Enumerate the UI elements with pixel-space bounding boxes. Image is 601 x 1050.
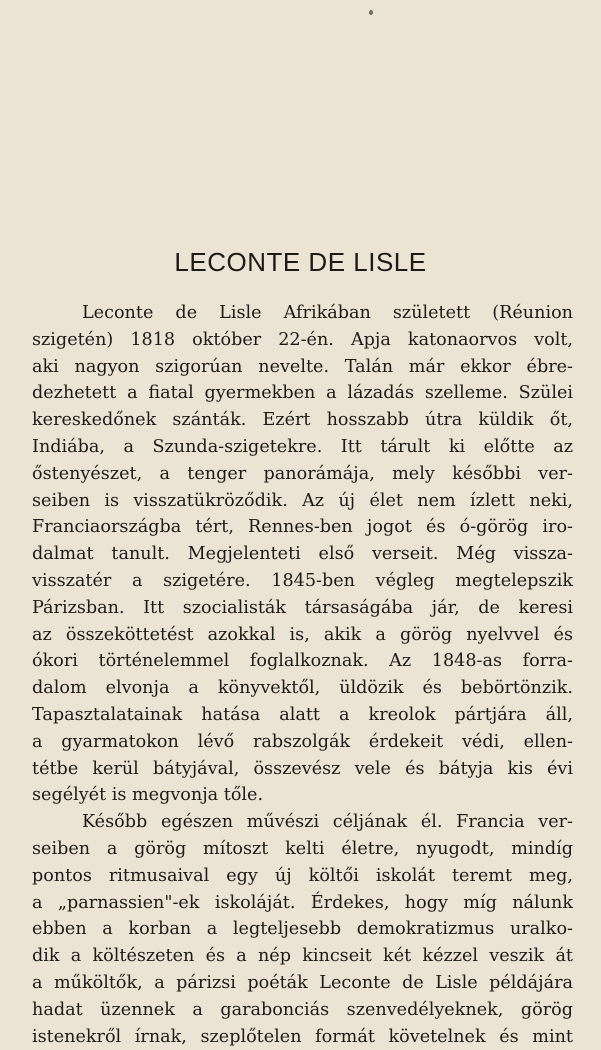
- text-line: tétbe kerül bátyjával, összevész vele és bátyja kis évi: [32, 758, 573, 779]
- text-line: visszatér a szigetére. 1845-ben végleg megtelepszik: [32, 570, 573, 591]
- body-text: [32, 300, 573, 1050]
- text-line: ebben a korban a legteljesebb demokratizmus uralko-: [32, 919, 573, 940]
- text-line: a gyarmatokon lévő rabszolgák érdekeit védi, ellen-: [32, 731, 573, 752]
- text-line: Leconte de Lisle Afrikában született (Réunion: [82, 303, 573, 323]
- text-line: segélyét is megvonja tőle.: [32, 785, 264, 806]
- text-line: a „parnassien"-ek iskoláját. Érdekes, hogy míg nálunk: [32, 892, 573, 913]
- text-line: dik a költészeten és a nép kincseit két kézzel veszik át: [32, 946, 573, 967]
- text-line: dalom elvonja a könyvektől, üldözik és bebörtönzik.: [32, 678, 573, 699]
- text-line: dezhetett a fiatal gyermekben a lázadás szelleme. Szülei: [32, 383, 573, 404]
- text-line: Franciaországba tért, Rennes-ben jogot és ó-görög iro-: [32, 517, 573, 538]
- text-line: őstenyészet, a tenger panorámája, mely későbbi ver-: [32, 463, 573, 484]
- text-line: dalmat tanult. Megjelenteti első verseit. Még vissza-: [32, 544, 573, 565]
- text-line: szigetén) 1818 október 22-én. Apja katonaorvos volt,: [32, 329, 573, 350]
- text-line: Párizsban. Itt szocialisták társaságába jár, de keresi: [32, 597, 573, 618]
- text-line: Indiába, a Szunda-szigetekre. Itt tárult ki előtte az: [32, 436, 573, 457]
- print-speck: [369, 10, 373, 15]
- text-line: istenekről írnak, szeplőtelen formát követelnek és mint: [32, 1026, 573, 1047]
- text-line: pontos ritmusaival egy új költői iskolát teremt meg,: [32, 865, 573, 886]
- text-line: Tapasztalatainak hatása alatt a kreolok pártjára áll,: [32, 704, 573, 725]
- text-line: aki nagyon szigorúan nevelte. Talán már ekkor ébre-: [32, 356, 573, 377]
- text-line: seiben is visszatükröződik. Az új élet nem ízlett neki,: [32, 490, 573, 511]
- text-line: ókori történelemmel foglalkoznak. Az 1848-as forra-: [32, 651, 573, 672]
- text-line: seiben a görög mítoszt kelti életre, nyugodt, mindíg: [32, 838, 573, 859]
- text-line: az összeköttetést azokkal is, akik a görög nyelvvel és: [32, 624, 573, 645]
- chapter-title: LECONTE DE LISLE: [174, 247, 427, 277]
- text-line: hadat üzennek a garabonciás szenvedélyeknek, görög: [32, 999, 573, 1020]
- text-line: a műköltők, a párizsi poéták Leconte de Lisle példájára: [32, 972, 573, 993]
- text-line: Később egészen művészi céljának él. Francia ver-: [82, 812, 573, 833]
- text-line: kereskedőnek szánták. Ezért hosszabb útra küldik őt,: [32, 410, 573, 431]
